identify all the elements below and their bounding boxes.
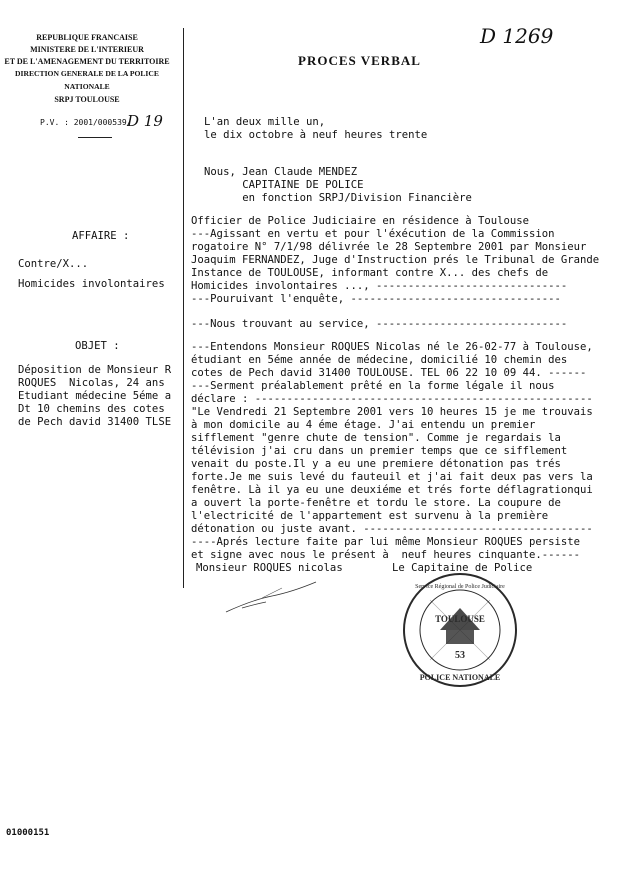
date-line: le dix octobre à neuf heures trente: [204, 129, 428, 141]
document-number-handwritten: D 1269: [480, 24, 554, 48]
officer-line: CAPITAINE DE POLICE: [204, 179, 364, 191]
statement-line: détonation ou juste avant. ------------------------------------: [191, 523, 593, 535]
preamble-line: Homicides involontaires ..., ------------------------------: [191, 280, 568, 292]
pv-number: P.V. : 2001/000539/: [40, 118, 132, 127]
statement-line: l'electricité de l'appartement est survenu à la première: [191, 510, 549, 522]
statement-line: ---Entendons Monsieur ROQUES Nicolas né le 26-02-77 à Toulouse,: [191, 341, 593, 353]
objet-line: Etudiant médecine 5éme a: [18, 390, 172, 402]
header-rule: [78, 137, 112, 138]
affaire-homicides: Homicides involontaires: [18, 278, 165, 290]
header-direction: DIRECTION GENERALE DE LA POLICE NATIONALE: [15, 69, 159, 91]
preamble-line: rogatoire N° 7/1/98 délivrée le 28 Septembre 2001 par Monsieur: [191, 241, 587, 253]
preamble-line: Officier de Police Judiciaire en résidence à Toulouse: [191, 215, 530, 227]
objet-label: OBJET :: [75, 340, 120, 352]
objet-line: Déposition de Monsieur R: [18, 364, 172, 376]
header-ministere: MINISTERE DE L'INTERIEUR: [30, 45, 144, 54]
header-republique: REPUBLIQUE FRANCAISE: [36, 33, 138, 42]
police-seal: [400, 570, 520, 690]
header-territoire: ET DE L'AMENAGEMENT DU TERRITOIRE: [4, 57, 170, 66]
statement-line: ---Serment préalablement prêté en la forme légale il nous: [191, 380, 555, 392]
affaire-contre: Contre/X...: [18, 258, 89, 270]
column-divider: [183, 28, 184, 588]
statement-line: fenêtre. Là il ya eu une deuxiéme et trés forte déflagrationqui: [191, 484, 593, 496]
statement-line: et signe avec nous le présent à neuf heures cinquante.------: [191, 549, 581, 561]
signature-scribble: [222, 578, 322, 618]
footer-code: 01000151: [6, 828, 50, 838]
objet-line: ROQUES Nicolas, 24 ans: [18, 377, 165, 389]
date-line: L'an deux mille un,: [204, 116, 326, 128]
page-title: PROCES VERBAL: [298, 53, 421, 68]
seal-city: TOULOUSE: [435, 614, 485, 624]
statement-line: ----Aprés lecture faite par lui même Monsieur ROQUES persiste: [191, 536, 581, 548]
service-line: ---Nous trouvant au service, ------------------------------: [191, 318, 568, 330]
objet-line: de Pech david 31400 TLSE: [18, 416, 172, 428]
statement-line: "Le Vendredi 21 Septembre 2001 vers 10 heures 15 je me trouvais: [191, 406, 593, 418]
statement-line: à mon domicile au 4 éme étage. J'ai entendu un premier: [191, 419, 536, 431]
signature-right-label: Le Capitaine de Police: [392, 562, 533, 574]
seal-bottom-text: POLICE NATIONALE: [419, 673, 501, 682]
seal-top-text: Service Régional de Police Judiciaire: [415, 584, 505, 590]
statement-line: venait du poste.Il y a eu une premiere détonation pas trés: [191, 458, 561, 470]
statement-line: déclare : -----------------------------------------------------: [191, 393, 593, 405]
preamble-line: ---Pouruivant l'enquête, ---------------------------------: [191, 293, 561, 305]
statement-line: a ouvert la porte-fenêtre et tordu le store. La coupure de: [191, 497, 561, 509]
affaire-label: AFFAIRE :: [72, 230, 130, 242]
pv-handwritten: D 19: [127, 112, 163, 130]
statement-line: cotes de Pech david 31400 TOULOUSE. TEL 06 22 10 09 44. ------: [191, 367, 587, 379]
seal-number: 53: [455, 650, 465, 661]
officer-line: en fonction SRPJ/Division Financière: [204, 192, 472, 204]
preamble-line: Instance de TOULOUSE, informant contre X... des chefs de: [191, 267, 549, 279]
statement-line: étudiant en 5éme année de médecine, domicilié 10 chemin des: [191, 354, 568, 366]
preamble-line: ---Agissant en vertu et pour l'éxécution de la Commission: [191, 228, 555, 240]
header-unit: SRPJ TOULOUSE: [54, 95, 120, 104]
statement-line: télévision j'ai cru dans un premier temps que ce sifflement: [191, 445, 568, 457]
signature-left-label: Monsieur ROQUES nicolas: [196, 562, 343, 574]
statement-line: sifflement "genre chute de tension". Comme je regardais la: [191, 432, 561, 444]
statement-line: forte.Je me suis levé du fauteuil et j'ai fait deux pas vers la: [191, 471, 593, 483]
officer-line: Nous, Jean Claude MENDEZ: [204, 166, 358, 178]
preamble-line: Joaquim FERNANDEZ, Juge d'Instruction prés le Tribunal de Grande: [191, 254, 600, 266]
objet-line: Dt 10 chemins des cotes: [18, 403, 165, 415]
